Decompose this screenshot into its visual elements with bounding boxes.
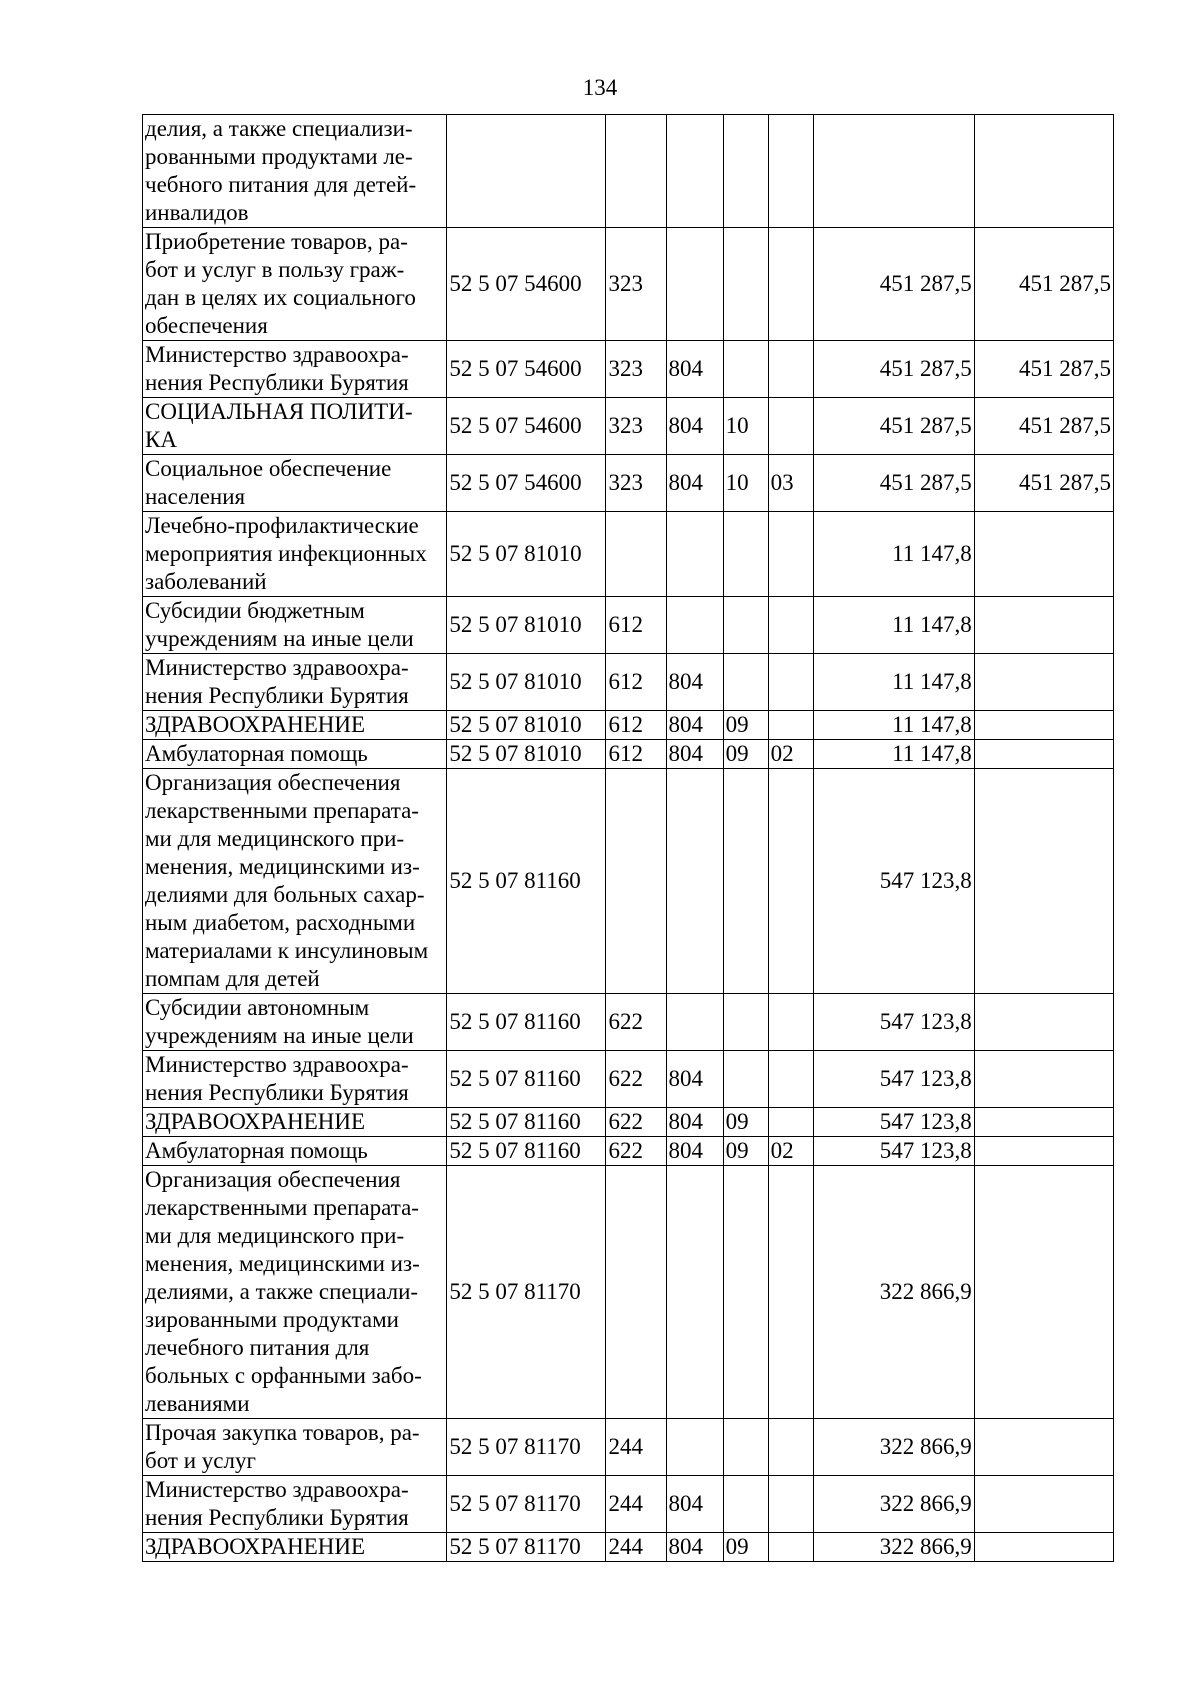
administrator-code-cell: 804 xyxy=(666,654,723,711)
subsection-cell xyxy=(768,994,813,1051)
subsection-cell xyxy=(768,597,813,654)
expense-type-cell: 622 xyxy=(606,1051,666,1108)
amount-cell: 11 147,8 xyxy=(813,740,974,769)
expense-type-cell: 612 xyxy=(606,597,666,654)
administrator-code-cell xyxy=(666,597,723,654)
item-name-line: Субсидии бюджетным xyxy=(145,598,365,623)
target-code-cell: 52 5 07 81010 xyxy=(447,597,606,654)
item-name-line: рованными продуктами ле- xyxy=(145,144,413,169)
section-cell xyxy=(723,597,768,654)
item-name-line: менения, медицинскими из- xyxy=(145,854,420,879)
item-name-line: обеспечения xyxy=(145,313,268,338)
expense-type-cell: 244 xyxy=(606,1476,666,1533)
subsection-cell xyxy=(768,1166,813,1419)
item-name-line: заболеваний xyxy=(145,569,267,594)
subsection-cell xyxy=(768,512,813,597)
federal-amount-cell xyxy=(974,740,1113,769)
table-row xyxy=(143,455,1114,512)
amount-cell: 451 287,5 xyxy=(813,228,974,341)
item-name-cell xyxy=(143,769,447,994)
subsection-cell xyxy=(768,341,813,398)
administrator-code-cell xyxy=(666,1419,723,1476)
amount-cell: 547 123,8 xyxy=(813,1051,974,1108)
table-row xyxy=(143,398,1114,455)
expense-type-cell xyxy=(606,769,666,994)
item-name-line: чебного питания для детей- xyxy=(145,172,417,197)
expense-type-cell xyxy=(606,115,666,228)
section-cell: 10 xyxy=(723,455,768,512)
administrator-code-cell xyxy=(666,512,723,597)
federal-amount-cell xyxy=(974,769,1113,994)
item-name-line: помпам для детей xyxy=(145,966,320,991)
target-code-cell: 52 5 07 81010 xyxy=(447,711,606,740)
item-name-line: дан в целях их социального xyxy=(145,285,416,310)
subsection-cell: 02 xyxy=(768,740,813,769)
table-row xyxy=(143,115,1114,228)
amount-cell: 11 147,8 xyxy=(813,711,974,740)
federal-amount-cell: 451 287,5 xyxy=(974,455,1113,512)
target-code-cell xyxy=(447,115,606,228)
administrator-code-cell: 804 xyxy=(666,1476,723,1533)
subsection-cell xyxy=(768,1051,813,1108)
item-name-cell xyxy=(143,654,447,711)
section-cell xyxy=(723,994,768,1051)
item-name-cell xyxy=(143,740,447,769)
federal-amount-cell xyxy=(974,1108,1113,1137)
administrator-code-cell xyxy=(666,228,723,341)
amount-cell: 322 866,9 xyxy=(813,1533,974,1562)
amount-cell: 547 123,8 xyxy=(813,1137,974,1166)
table-row xyxy=(143,654,1114,711)
section-cell: 09 xyxy=(723,711,768,740)
target-code-cell: 52 5 07 81170 xyxy=(447,1166,606,1419)
table-row xyxy=(143,1419,1114,1476)
target-code-cell: 52 5 07 81160 xyxy=(447,1051,606,1108)
expense-type-cell xyxy=(606,512,666,597)
target-code-cell: 52 5 07 81160 xyxy=(447,1108,606,1137)
administrator-code-cell: 804 xyxy=(666,1137,723,1166)
item-name-line: менения, медицинскими из- xyxy=(145,1251,420,1276)
federal-amount-cell: 451 287,5 xyxy=(974,341,1113,398)
table-row xyxy=(143,228,1114,341)
subsection-cell xyxy=(768,1533,813,1562)
expense-type-cell: 244 xyxy=(606,1419,666,1476)
item-name-cell xyxy=(143,1419,447,1476)
subsection-cell xyxy=(768,1476,813,1533)
item-name-cell xyxy=(143,597,447,654)
expense-type-cell: 323 xyxy=(606,228,666,341)
target-code-cell: 52 5 07 81160 xyxy=(447,994,606,1051)
amount-cell: 11 147,8 xyxy=(813,654,974,711)
table-row xyxy=(143,1137,1114,1166)
item-name-line: нения Республики Бурятия xyxy=(145,1505,409,1530)
section-cell xyxy=(723,341,768,398)
item-name-cell xyxy=(143,341,447,398)
section-cell xyxy=(723,1166,768,1419)
expense-type-cell: 622 xyxy=(606,1108,666,1137)
target-code-cell: 52 5 07 54600 xyxy=(447,398,606,455)
federal-amount-cell: 451 287,5 xyxy=(974,398,1113,455)
federal-amount-cell xyxy=(974,115,1113,228)
item-name-line: ЗДРАВООХРАНЕНИЕ xyxy=(145,1534,366,1559)
item-name-line: учреждениям на иные цели xyxy=(145,1023,414,1048)
subsection-cell xyxy=(768,1108,813,1137)
table-row xyxy=(143,994,1114,1051)
item-name-line: ным диабетом, расходными xyxy=(145,910,416,935)
item-name-line: материалами к инсулиновым xyxy=(145,938,429,963)
subsection-cell xyxy=(768,769,813,994)
item-name-cell xyxy=(143,228,447,341)
target-code-cell: 52 5 07 81170 xyxy=(447,1419,606,1476)
table-row xyxy=(143,1166,1114,1419)
federal-amount-cell xyxy=(974,711,1113,740)
expense-type-cell: 622 xyxy=(606,994,666,1051)
federal-amount-cell xyxy=(974,1533,1113,1562)
amount-cell: 451 287,5 xyxy=(813,455,974,512)
subsection-cell xyxy=(768,1419,813,1476)
administrator-code-cell: 804 xyxy=(666,341,723,398)
item-name-line: Лечебно-профилактические xyxy=(145,513,419,538)
subsection-cell: 03 xyxy=(768,455,813,512)
section-cell xyxy=(723,228,768,341)
administrator-code-cell xyxy=(666,115,723,228)
subsection-cell xyxy=(768,228,813,341)
item-name-line: делиями, а также специали- xyxy=(145,1279,419,1304)
target-code-cell: 52 5 07 81170 xyxy=(447,1476,606,1533)
administrator-code-cell xyxy=(666,1166,723,1419)
item-name-line: нения Республики Бурятия xyxy=(145,1080,409,1105)
expense-type-cell: 612 xyxy=(606,654,666,711)
target-code-cell: 52 5 07 81010 xyxy=(447,740,606,769)
target-code-cell: 52 5 07 81010 xyxy=(447,654,606,711)
section-cell xyxy=(723,769,768,994)
administrator-code-cell: 804 xyxy=(666,1051,723,1108)
table-row xyxy=(143,1108,1114,1137)
section-cell: 09 xyxy=(723,1108,768,1137)
amount-cell: 322 866,9 xyxy=(813,1419,974,1476)
section-cell: 10 xyxy=(723,398,768,455)
table-row xyxy=(143,740,1114,769)
item-name-line: СОЦИАЛЬНАЯ ПОЛИТИ- xyxy=(145,399,413,424)
item-name-line: больных с орфанными забо- xyxy=(145,1363,422,1388)
item-name-line: Прочая закупка товаров, ра- xyxy=(145,1420,420,1445)
item-name-line: бот и услуг xyxy=(145,1448,256,1473)
administrator-code-cell xyxy=(666,769,723,994)
expense-type-cell: 622 xyxy=(606,1137,666,1166)
item-name-cell xyxy=(143,115,447,228)
administrator-code-cell: 804 xyxy=(666,1108,723,1137)
item-name-cell xyxy=(143,1051,447,1108)
section-cell xyxy=(723,1419,768,1476)
expense-type-cell: 323 xyxy=(606,455,666,512)
table-row xyxy=(143,341,1114,398)
item-name-line: населения xyxy=(145,484,246,509)
item-name-cell xyxy=(143,398,447,455)
item-name-line: Организация обеспечения xyxy=(145,1167,401,1192)
item-name-line: ЗДРАВООХРАНЕНИЕ xyxy=(145,1109,366,1134)
administrator-code-cell: 804 xyxy=(666,1533,723,1562)
item-name-line: Амбулаторная помощь xyxy=(145,741,368,766)
item-name-line: КА xyxy=(145,427,177,452)
table-row xyxy=(143,769,1114,994)
item-name-line: мероприятия инфекционных xyxy=(145,541,427,566)
administrator-code-cell: 804 xyxy=(666,455,723,512)
item-name-line: зированными продуктами xyxy=(145,1307,399,1332)
section-cell xyxy=(723,115,768,228)
table-row xyxy=(143,711,1114,740)
amount-cell: 322 866,9 xyxy=(813,1166,974,1419)
section-cell xyxy=(723,512,768,597)
item-name-cell xyxy=(143,512,447,597)
item-name-line: Министерство здравоохра- xyxy=(145,655,409,680)
federal-amount-cell: 451 287,5 xyxy=(974,228,1113,341)
amount-cell: 322 866,9 xyxy=(813,1476,974,1533)
item-name-line: нения Республики Бурятия xyxy=(145,370,409,395)
item-name-cell xyxy=(143,994,447,1051)
section-cell: 09 xyxy=(723,1137,768,1166)
amount-cell xyxy=(813,115,974,228)
section-cell xyxy=(723,654,768,711)
item-name-cell xyxy=(143,1533,447,1562)
amount-cell: 11 147,8 xyxy=(813,597,974,654)
target-code-cell: 52 5 07 81160 xyxy=(447,769,606,994)
target-code-cell: 52 5 07 54600 xyxy=(447,455,606,512)
table-body xyxy=(143,115,1114,1562)
item-name-line: Амбулаторная помощь xyxy=(145,1138,368,1163)
item-name-cell xyxy=(143,1476,447,1533)
item-name-line: Организация обеспечения xyxy=(145,770,401,795)
expense-type-cell xyxy=(606,1166,666,1419)
page-number: 134 xyxy=(582,75,618,100)
item-name-line: лекарственными препарата- xyxy=(145,798,419,823)
expense-type-cell: 612 xyxy=(606,740,666,769)
item-name-cell xyxy=(143,1166,447,1419)
item-name-line: Министерство здравоохра- xyxy=(145,1477,409,1502)
amount-cell: 547 123,8 xyxy=(813,769,974,994)
administrator-code-cell xyxy=(666,994,723,1051)
item-name-cell xyxy=(143,711,447,740)
expense-type-cell: 612 xyxy=(606,711,666,740)
subsection-cell xyxy=(768,711,813,740)
item-name-line: ми для медицинского при- xyxy=(145,826,405,851)
table-row xyxy=(143,512,1114,597)
federal-amount-cell xyxy=(974,512,1113,597)
federal-amount-cell xyxy=(974,597,1113,654)
target-code-cell: 52 5 07 81010 xyxy=(447,512,606,597)
item-name-line: бот и услуг в пользу граж- xyxy=(145,257,405,282)
administrator-code-cell: 804 xyxy=(666,398,723,455)
expense-type-cell: 323 xyxy=(606,398,666,455)
item-name-line: нения Республики Бурятия xyxy=(145,683,409,708)
section-cell: 09 xyxy=(723,1533,768,1562)
item-name-line: Субсидии автономным xyxy=(145,995,370,1020)
amount-cell: 11 147,8 xyxy=(813,512,974,597)
amount-cell: 547 123,8 xyxy=(813,1108,974,1137)
federal-amount-cell xyxy=(974,654,1113,711)
item-name-line: Социальное обеспечение xyxy=(145,456,392,481)
target-code-cell: 52 5 07 54600 xyxy=(447,341,606,398)
subsection-cell xyxy=(768,398,813,455)
federal-amount-cell xyxy=(974,1166,1113,1419)
item-name-line: делия, а также специализи- xyxy=(145,116,413,141)
section-cell xyxy=(723,1476,768,1533)
item-name-line: лекарственными препарата- xyxy=(145,1195,419,1220)
item-name-line: инвалидов xyxy=(145,200,249,225)
table-row xyxy=(143,1533,1114,1562)
table-row xyxy=(143,597,1114,654)
federal-amount-cell xyxy=(974,1137,1113,1166)
item-name-line: учреждениям на иные цели xyxy=(145,626,414,651)
section-cell xyxy=(723,1051,768,1108)
administrator-code-cell: 804 xyxy=(666,740,723,769)
item-name-line: Министерство здравоохра- xyxy=(145,1052,409,1077)
item-name-line: леваниями xyxy=(145,1391,250,1416)
subsection-cell xyxy=(768,115,813,228)
federal-amount-cell xyxy=(974,1476,1113,1533)
amount-cell: 547 123,8 xyxy=(813,994,974,1051)
subsection-cell: 02 xyxy=(768,1137,813,1166)
section-cell: 09 xyxy=(723,740,768,769)
item-name-cell xyxy=(143,1108,447,1137)
item-name-line: Приобретение товаров, ра- xyxy=(145,229,408,254)
federal-amount-cell xyxy=(974,1051,1113,1108)
target-code-cell: 52 5 07 81160 xyxy=(447,1137,606,1166)
item-name-cell xyxy=(143,1137,447,1166)
federal-amount-cell xyxy=(974,1419,1113,1476)
item-name-line: делиями для больных сахар- xyxy=(145,882,425,907)
subsection-cell xyxy=(768,654,813,711)
administrator-code-cell: 804 xyxy=(666,711,723,740)
amount-cell: 451 287,5 xyxy=(813,398,974,455)
table-row xyxy=(143,1476,1114,1533)
expense-type-cell: 323 xyxy=(606,341,666,398)
item-name-line: ЗДРАВООХРАНЕНИЕ xyxy=(145,712,366,737)
item-name-line: Министерство здравоохра- xyxy=(145,342,409,367)
item-name-line: лечебного питания для xyxy=(145,1335,370,1360)
item-name-line: ми для медицинского при- xyxy=(145,1223,405,1248)
table-row xyxy=(143,1051,1114,1108)
federal-amount-cell xyxy=(974,994,1113,1051)
budget-table xyxy=(142,114,1114,1562)
item-name-cell xyxy=(143,455,447,512)
target-code-cell: 52 5 07 54600 xyxy=(447,228,606,341)
expense-type-cell: 244 xyxy=(606,1533,666,1562)
target-code-cell: 52 5 07 81170 xyxy=(447,1533,606,1562)
amount-cell: 451 287,5 xyxy=(813,341,974,398)
